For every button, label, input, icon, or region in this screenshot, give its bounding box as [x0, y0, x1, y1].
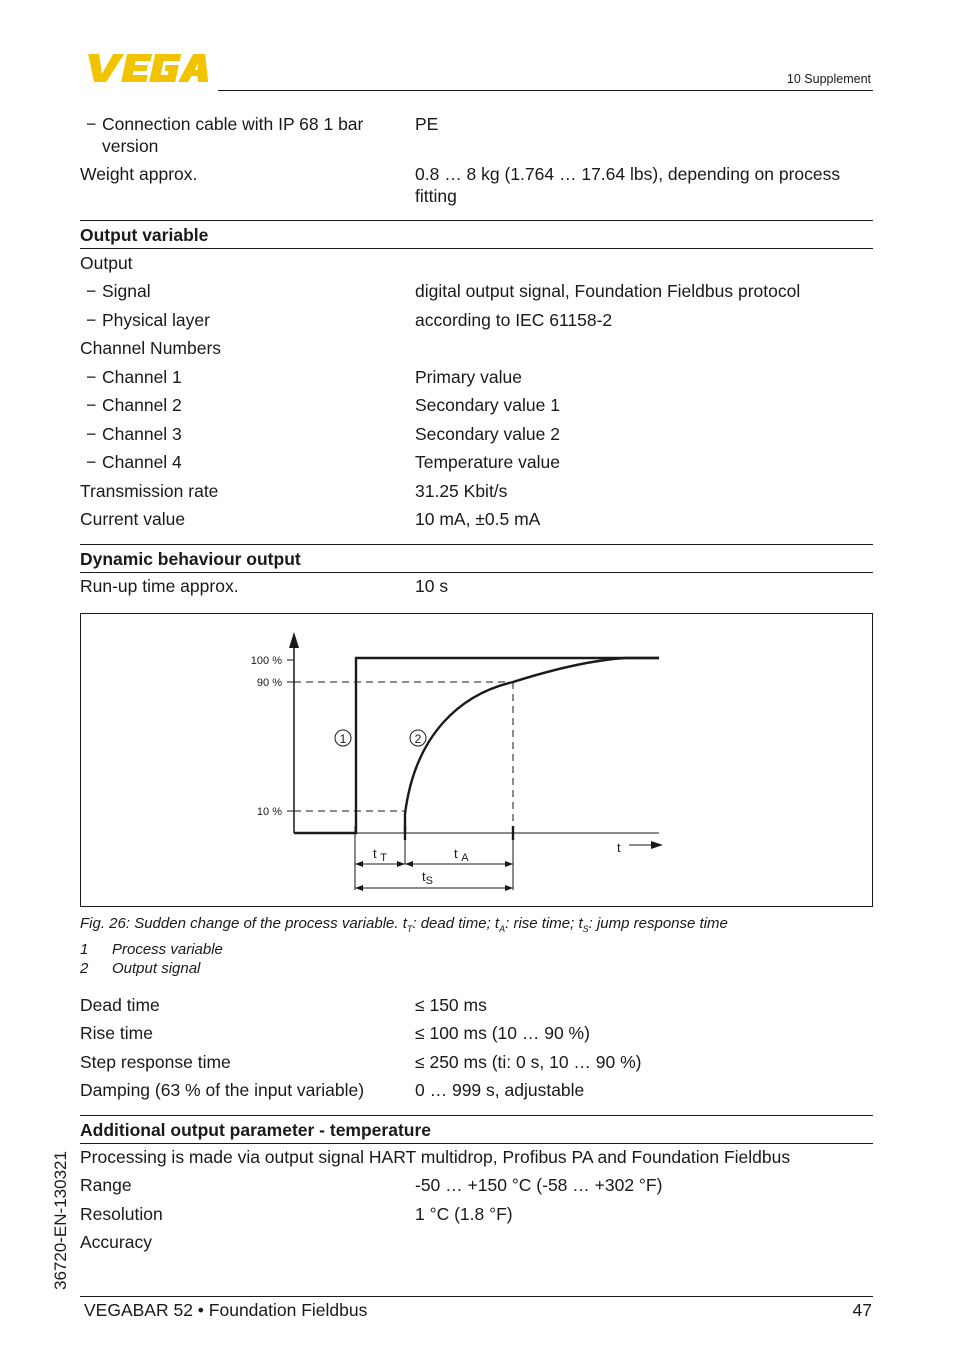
y-tick-10: 10 % — [256, 806, 282, 818]
output-variable-label: Signal — [102, 281, 151, 301]
svg-text:2: 2 — [414, 732, 422, 746]
temperature-intro: Processing is made via output signal HART multidrop, Profibus PA and Foundation Fieldbus — [80, 1147, 791, 1167]
output-variable-value: Secondary value 1 — [415, 395, 560, 415]
dash-bullet: − — [86, 452, 97, 472]
temperature-value: -50 … +150 °C (-58 … +302 °F) — [415, 1175, 663, 1195]
footer-doc-title: VEGABAR 52 • Foundation Fieldbus — [84, 1300, 368, 1320]
rule-top-dynamic — [80, 544, 873, 545]
output-variable-value: 10 mA, ±0.5 mA — [415, 509, 541, 529]
dynamic-behaviour-value: 10 s — [415, 576, 449, 596]
rule-bottom-temperature — [80, 1143, 873, 1144]
timing-value: 0 … 999 s, adjustable — [415, 1080, 585, 1100]
rule-bottom-dynamic — [80, 572, 873, 573]
timing-value: ≤ 250 ms (ti: 0 s, 10 … 90 %) — [415, 1052, 642, 1072]
rule-top-output — [80, 220, 873, 221]
dash-bullet: − — [86, 424, 97, 444]
output-variable-value: Temperature value — [415, 452, 560, 472]
t-axis-label: t — [617, 840, 621, 855]
timing-label: Damping (63 % of the input variable) — [80, 1080, 365, 1100]
output-variable-label: Channel Numbers — [80, 338, 222, 358]
output-variable-label: Channel 2 — [102, 395, 182, 415]
y-tick-90: 90 % — [256, 677, 282, 689]
output-variable-label: Channel 1 — [102, 367, 182, 387]
t-axis-arrow-head — [651, 841, 663, 849]
output-variable-label: Transmission rate — [80, 481, 219, 501]
timing-value: ≤ 100 ms (10 … 90 %) — [415, 1023, 590, 1043]
label-tT: t $_T$ — [373, 846, 387, 864]
rule-bottom-output — [80, 248, 873, 249]
output-variable-value: Primary value — [415, 367, 522, 387]
dash-bullet: − — [86, 281, 97, 301]
dynamic-behaviour-label: Run-up time approx. — [80, 576, 239, 596]
cable-spec-label: Connection cable with IP 68 1 bar version — [102, 114, 364, 156]
footer-rule — [80, 1296, 873, 1297]
marker-1 — [335, 730, 351, 746]
timing-label: Rise time — [80, 1023, 153, 1043]
output-variable-label: Output — [80, 253, 133, 273]
temperature-heading: Additional output parameter - temperature — [80, 1120, 432, 1140]
output-variable-heading: Output variable — [80, 225, 209, 245]
dash-bullet: − — [86, 367, 97, 387]
header-rule — [218, 90, 873, 91]
page-number: 47 — [852, 1300, 872, 1320]
rule-top-temperature — [80, 1115, 873, 1116]
vega-logo — [80, 50, 212, 86]
output-variable-label: Current value — [80, 509, 186, 529]
timing-value: ≤ 150 ms — [415, 995, 487, 1015]
step-response-figure — [80, 613, 873, 907]
marker-2 — [410, 730, 426, 746]
figure-caption: Fig. 26: Sudden change of the process variable. $t_T$: dead time; $t_A$: rise time; $t_S$: jump response time — [80, 915, 728, 934]
temperature-label: Resolution — [80, 1204, 163, 1224]
section-label: 10 Supplement — [786, 72, 871, 86]
svg-text:1: 1 — [339, 732, 347, 746]
temperature-label: Range — [80, 1175, 132, 1195]
dash-bullet: − — [86, 395, 97, 415]
output-variable-value: Secondary value 2 — [415, 424, 560, 444]
output-variable-label: Channel 3 — [102, 424, 182, 444]
dash-bullet: − — [86, 114, 97, 134]
step-response-diagram — [81, 614, 872, 906]
output-variable-value: digital output signal, Foundation Fieldbus protocol — [415, 281, 801, 301]
process-variable-step — [294, 658, 659, 833]
output-signal-curve — [405, 658, 659, 833]
cable-spec-value: PE — [415, 114, 439, 134]
y-tick-100: 100 % — [250, 655, 282, 667]
dynamic-behaviour-heading: Dynamic behaviour output — [80, 549, 301, 569]
output-variable-label: Channel 4 — [102, 452, 182, 472]
output-variable-label: Physical layer — [102, 310, 210, 330]
logo-text: VEGA — [80, 50, 83, 51]
vega-logo-graphic — [80, 50, 212, 86]
output-variable-value: according to IEC 61158-2 — [415, 310, 613, 330]
cable-spec-value: 0.8 … 8 kg (1.764 … 17.64 lbs), depending on process fitting — [415, 164, 841, 206]
temperature-value: 1 °C (1.8 °F) — [415, 1204, 513, 1224]
cable-spec-label: Weight approx. — [80, 164, 198, 184]
label-tA: t $_A$ — [454, 846, 469, 864]
output-variable-value: 31.25 Kbit/s — [415, 481, 508, 501]
timing-label: Step response time — [80, 1052, 231, 1072]
dash-bullet: − — [86, 310, 97, 330]
timing-label: Dead time — [80, 995, 160, 1015]
temperature-label: Accuracy — [80, 1232, 152, 1252]
y-axis-arrow — [289, 632, 299, 648]
document-id: 36720-EN-130321 — [51, 1151, 70, 1290]
label-tS: $t_S$ — [422, 869, 433, 887]
